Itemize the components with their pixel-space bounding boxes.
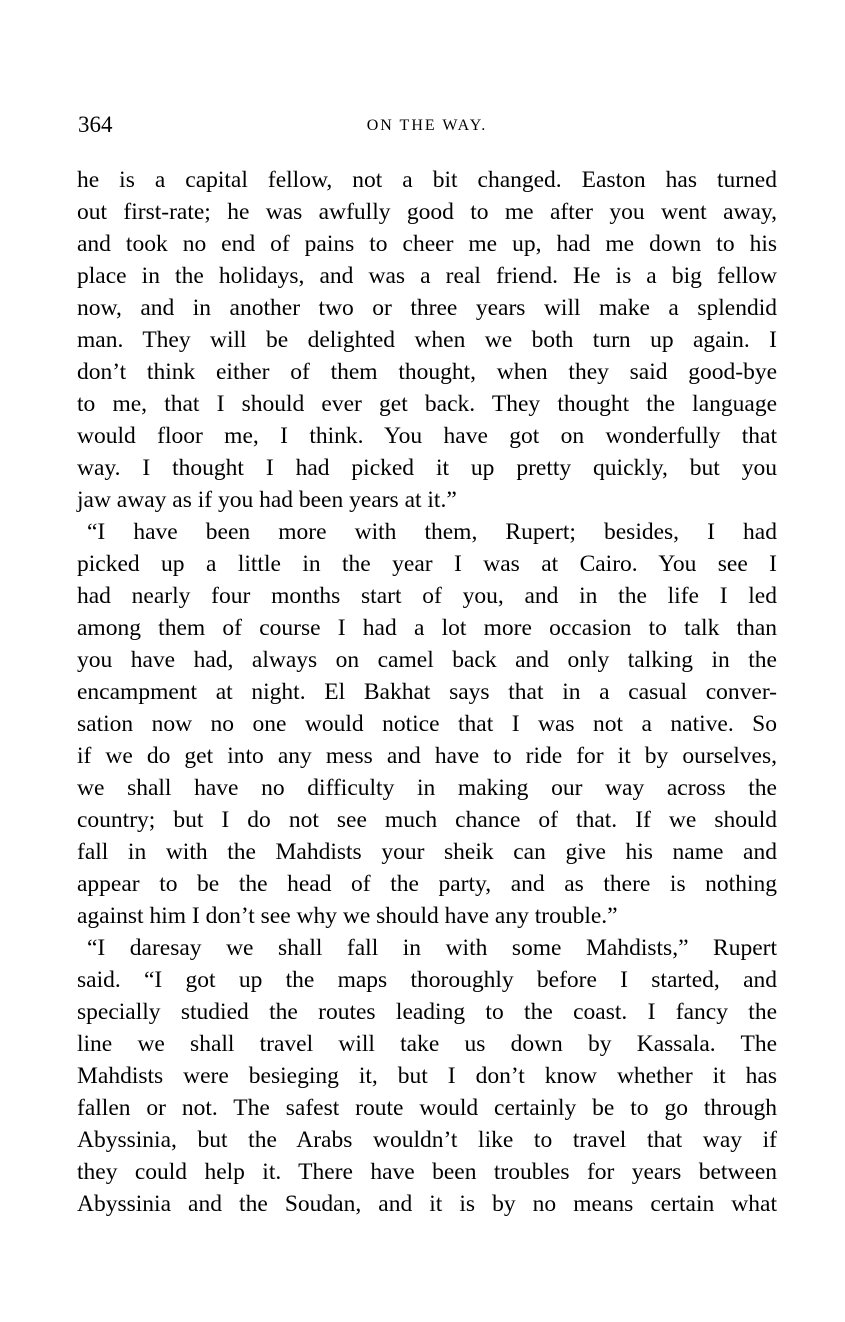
text-line: fall in with the Mahdists your sheik can give his name and	[77, 839, 777, 865]
text-line: against him I don’t see why we should have any trouble.”	[77, 903, 618, 929]
text-line: country; but I do not see much chance of that. If we should	[77, 807, 777, 833]
running-head: ON THE WAY.	[366, 117, 488, 134]
text-line: way. I thought I had picked it up pretty quickly, but you	[77, 455, 777, 481]
text-line: specially studied the routes leading to the coast. I fancy the	[77, 999, 777, 1025]
text-line: appear to be the head of the party, and as there is nothing	[77, 871, 777, 897]
page-number: 364	[78, 112, 113, 137]
text-line: place in the holidays, and was a real friend. He is a big fellow	[77, 263, 777, 289]
text-line: said. “I got up the maps thoroughly before I started, and	[77, 967, 777, 993]
text-line: “I daresay we shall fall in with some Mahdists,” Rupert	[87, 935, 777, 961]
text-line: picked up a little in the year I was at Cairo. You see I	[77, 551, 777, 577]
text-line: we shall have no difficulty in making our way across the	[77, 775, 777, 801]
text-line: jaw away as if you had been years at it.”	[77, 487, 457, 513]
text-line: Abyssinia, but the Arabs wouldn’t like to travel that way if	[77, 1127, 777, 1153]
page-header	[78, 112, 776, 144]
text-line: and took no end of pains to cheer me up, had me down to his	[77, 231, 777, 257]
text-line: they could help it. There have been troubles for years between	[77, 1159, 777, 1185]
body-text	[77, 164, 777, 1220]
text-line: he is a capital fellow, not a bit changed. Easton has turned	[77, 167, 777, 193]
text-line: had nearly four months start of you, and in the life I led	[77, 583, 777, 609]
text-line: sation now no one would notice that I was not a native. So	[77, 711, 777, 737]
text-line: you have had, always on camel back and only talking in the	[77, 647, 777, 673]
text-line: to me, that I should ever get back. They thought the language	[77, 391, 777, 417]
text-line: out first-rate; he was awfully good to me after you went away,	[77, 199, 777, 225]
text-line: encampment at night. El Bakhat says that in a casual conver-	[77, 679, 777, 705]
text-line: line we shall travel will take us down by Kassala. The	[77, 1031, 777, 1057]
text-line: “I have been more with them, Rupert; besides, I had	[87, 519, 777, 545]
text-line: man. They will be delighted when we both turn up again. I	[77, 327, 777, 353]
text-line: don’t think either of them thought, when they said good-bye	[77, 359, 777, 385]
text-line: among them of course I had a lot more occasion to talk than	[77, 615, 777, 641]
text-line: fallen or not. The safest route would certainly be to go through	[77, 1095, 777, 1121]
text-line: Mahdists were besieging it, but I don’t know whether it has	[77, 1063, 777, 1089]
text-line: now, and in another two or three years will make a splendid	[77, 295, 777, 321]
text-line: if we do get into any mess and have to ride for it by ourselves,	[77, 743, 777, 769]
text-line: Abyssinia and the Soudan, and it is by no means certain what	[77, 1191, 777, 1217]
text-line: would floor me, I think. You have got on wonderfully that	[77, 423, 777, 449]
